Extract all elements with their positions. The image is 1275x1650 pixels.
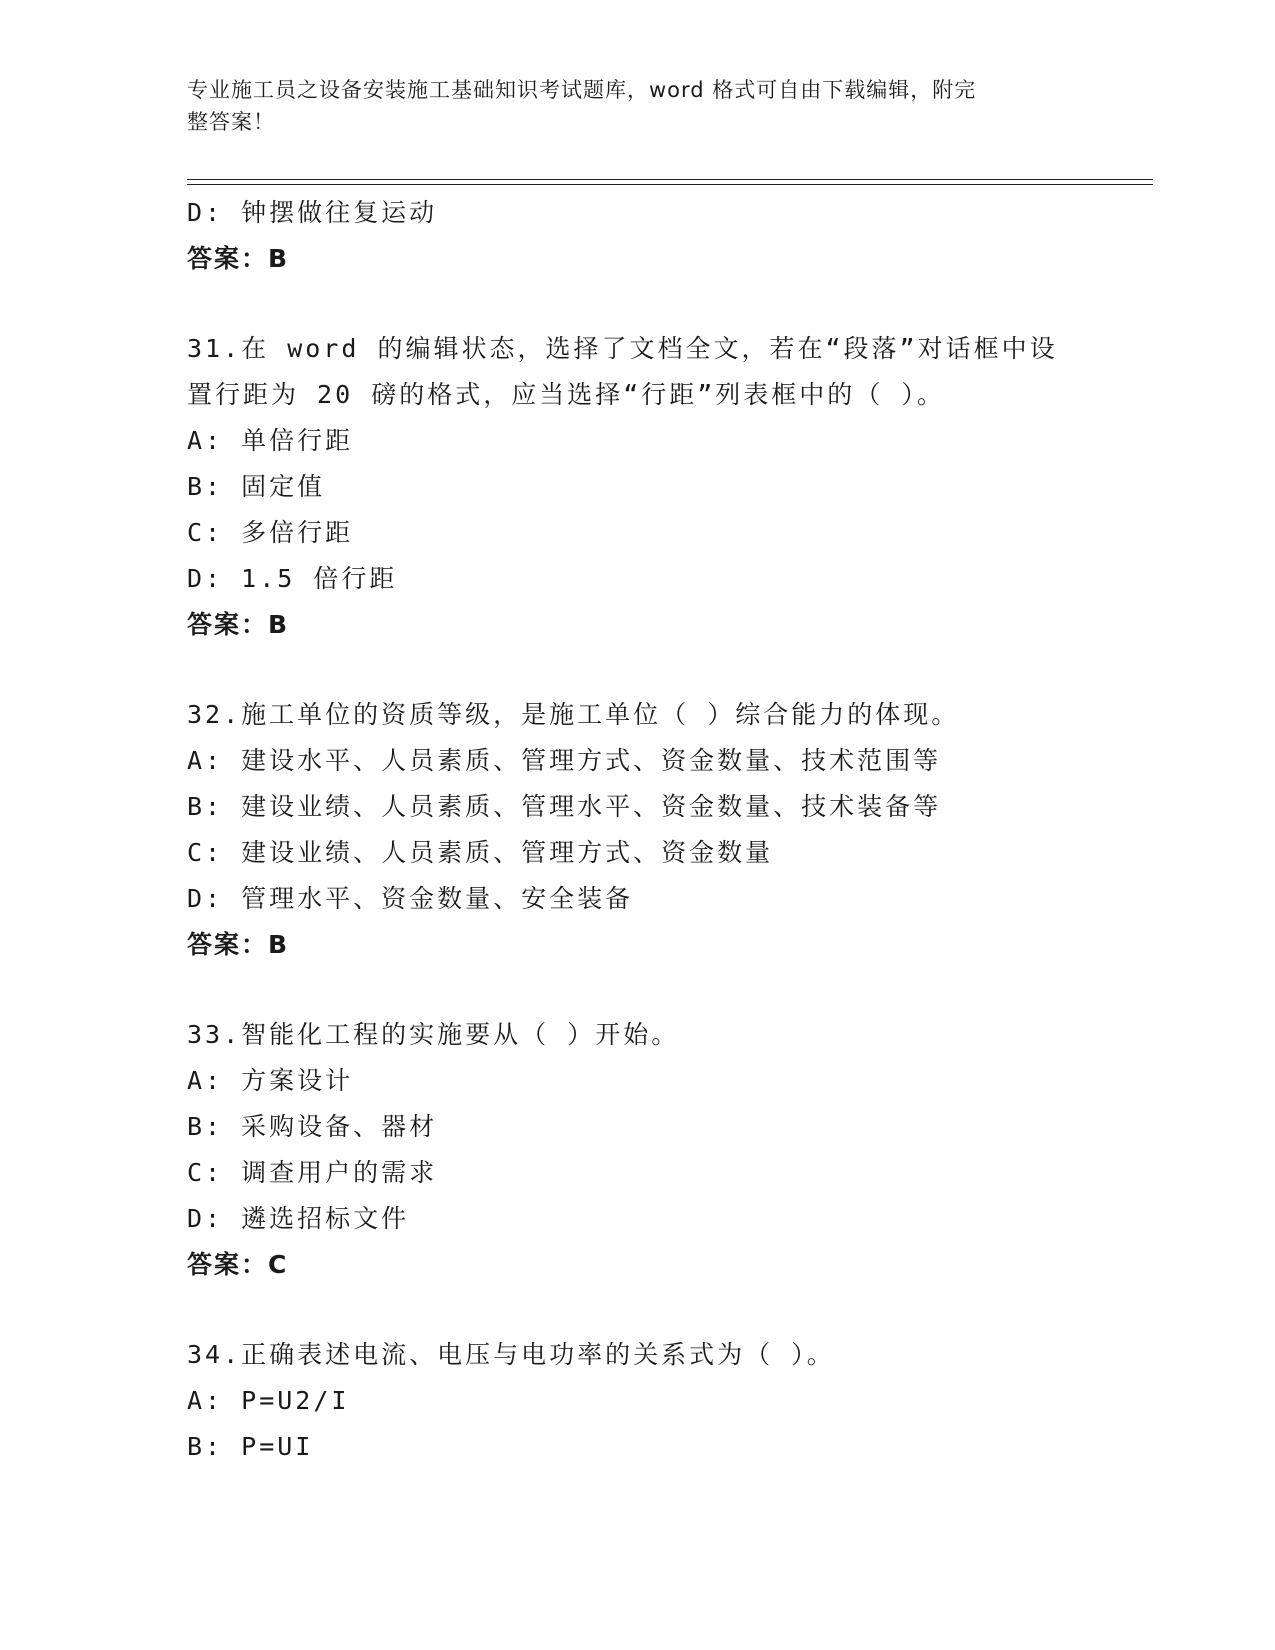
question-34 bbox=[187, 1332, 1153, 1470]
option-c: C: 调查用户的需求 bbox=[187, 1158, 438, 1187]
option-b: B: 固定值 bbox=[187, 472, 326, 501]
option-d: D: 管理水平、资金数量、安全装备 bbox=[187, 884, 634, 913]
question-text-line-1: 32.施工单位的资质等级，是施工单位（ ）综合能力的体现。 bbox=[187, 700, 960, 729]
option-b: B: P=UI bbox=[187, 1432, 314, 1461]
option-a: A: 单倍行距 bbox=[187, 426, 354, 455]
answer-line: 答案：B bbox=[187, 244, 290, 273]
question-text-line-1: 31.在 word 的编辑状态，选择了文档全文，若在“段落”对话框中设 bbox=[187, 334, 1058, 363]
header-divider-bottom bbox=[187, 184, 1153, 185]
question-text-line-1: 34.正确表述电流、电压与电功率的关系式为（ ）。 bbox=[187, 1340, 835, 1369]
header-line-2: 整答案！ bbox=[187, 110, 275, 134]
option-c: C: 多倍行距 bbox=[187, 518, 354, 547]
header-line-1: 专业施工员之设备安装施工基础知识考试题库，word 格式可自由下载编辑，附完 bbox=[187, 78, 977, 102]
option-b: B: 采购设备、器材 bbox=[187, 1112, 438, 1141]
option-a: A: 方案设计 bbox=[187, 1066, 354, 1095]
option-a: A: 建设水平、人员素质、管理方式、资金数量、技术范围等 bbox=[187, 746, 942, 775]
question-text-line-2: 置行距为 20 磅的格式，应当选择“行距”列表框中的（ ）。 bbox=[187, 380, 945, 409]
answer-line: 答案：B bbox=[187, 930, 290, 959]
header-divider-top bbox=[187, 179, 1153, 180]
option-d: D: 遴选招标文件 bbox=[187, 1204, 410, 1233]
answer-line: 答案：C bbox=[187, 1250, 289, 1279]
option-c: C: 建设业绩、人员素质、管理方式、资金数量 bbox=[187, 838, 774, 867]
question-33 bbox=[187, 1012, 1153, 1288]
question-text-line-1: 33.智能化工程的实施要从（ ）开始。 bbox=[187, 1020, 680, 1049]
question-31 bbox=[187, 326, 1153, 648]
question-list bbox=[187, 190, 1153, 1470]
option-a: A: P=U2/I bbox=[187, 1386, 350, 1415]
option-b: B: 建设业绩、人员素质、管理水平、资金数量、技术装备等 bbox=[187, 792, 942, 821]
question-32 bbox=[187, 692, 1153, 968]
question-30-tail bbox=[187, 190, 1153, 282]
document-header bbox=[187, 74, 1067, 138]
answer-line: 答案：B bbox=[187, 610, 290, 639]
option-d: D: 钟摆做往复运动 bbox=[187, 198, 438, 227]
option-d: D: 1.5 倍行距 bbox=[187, 564, 398, 593]
